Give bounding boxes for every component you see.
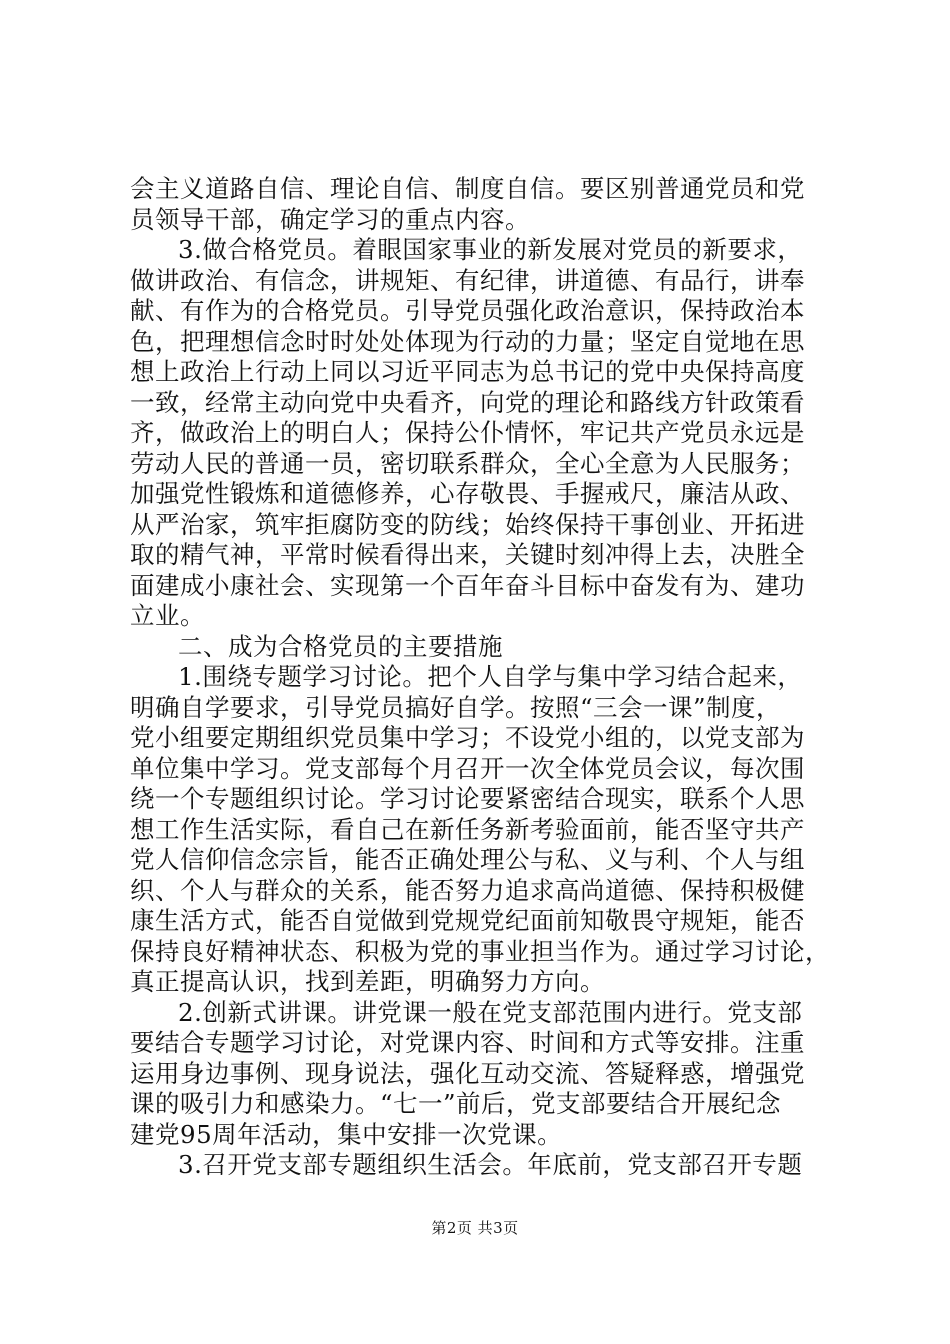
document-body bbox=[130, 174, 836, 1181]
text-line: 绕一个专题组织讨论。学习讨论要紧密结合现实，联系个人思 bbox=[130, 784, 805, 813]
text-line: 面建成小康社会、实现第一个百年奋斗目标中奋发有为、建功 bbox=[130, 570, 805, 600]
text-line: 保持良好精神状态、积极为党的事业担当作为。通过学习讨论， bbox=[130, 936, 830, 966]
text-line: 想工作生活实际，看自己在新任务新考验面前，能否坚守共产 bbox=[130, 814, 805, 844]
text-line: 建党95周年活动，集中安排一次党课。 bbox=[130, 1119, 563, 1149]
text-line: 立业。 bbox=[130, 601, 205, 630]
text-line: 真正提高认识，找到差距，明确努力方向。 bbox=[130, 967, 605, 996]
text-line: 织、个人与群众的关系，能否努力追求高尚道德、保持积极健 bbox=[130, 875, 805, 905]
text-line: 想上政治上行动上同以习近平同志为总书记的党中央保持高度 bbox=[130, 357, 805, 386]
text-line: 要结合专题学习讨论，对党课内容、时间和方式等安排。注重 bbox=[130, 1028, 805, 1057]
text-line: 党小组要定期组织党员集中学习；不设党小组的，以党支部为 bbox=[130, 723, 805, 752]
text-line: 课的吸引力和感染力。“七一”前后，党支部要结合开展纪念 bbox=[130, 1089, 782, 1118]
paragraph-start-line: 1.围绕专题学习讨论。把个人自学与集中学习结合起来， bbox=[178, 662, 803, 691]
text-line: 党人信仰信念宗旨，能否正确处理公与私、义与利、个人与组 bbox=[130, 845, 805, 874]
text-line: 齐，做政治上的明白人；保持公仆情怀，牢记共产党员永远是 bbox=[130, 418, 805, 447]
text-line: 加强党性锻炼和道德修养，心存敬畏、手握戒尺，廉洁从政、 bbox=[130, 479, 805, 508]
text-line: 员领导干部，确定学习的重点内容。 bbox=[130, 204, 530, 234]
section-heading: 二、成为合格党员的主要措施 bbox=[178, 631, 503, 661]
paragraph-start-line: 3.召开党支部专题组织生活会。年底前，党支部召开专题 bbox=[178, 1150, 803, 1179]
page-number-footer: 第2页 共3页 bbox=[431, 1219, 519, 1237]
text-line: 劳动人民的普通一员，密切联系群众，全心全意为人民服务； bbox=[130, 448, 805, 478]
text-line: 运用身边事例、现身说法，强化互动交流、答疑释惑，增强党 bbox=[130, 1058, 805, 1088]
text-line: 做讲政治、有信念，讲规矩、有纪律，讲道德、有品行，讲奉 bbox=[130, 265, 805, 295]
text-line: 色，把理想信念时时处处体现为行动的力量；坚定自觉地在思 bbox=[130, 326, 805, 356]
text-line: 明确自学要求，引导党员搞好自学。按照“三会一课”制度， bbox=[130, 692, 782, 722]
text-line: 会主义道路自信、理论自信、制度自信。要区别普通党员和党 bbox=[130, 174, 805, 203]
text-line: 一致，经常主动向党中央看齐，向党的理论和路线方针政策看 bbox=[130, 387, 805, 417]
text-line: 献、有作为的合格党员。引导党员强化政治意识，保持政治本 bbox=[130, 296, 805, 325]
paragraph-start-line: 2.创新式讲课。讲党课一般在党支部范围内进行。党支部 bbox=[178, 997, 803, 1027]
text-line: 取的精气神，平常时候看得出来，关键时刻冲得上去，决胜全 bbox=[130, 540, 805, 569]
paragraph-start-line: 3.做合格党员。着眼国家事业的新发展对党员的新要求， bbox=[178, 235, 803, 264]
text-line: 康生活方式，能否自觉做到党规党纪面前知敬畏守规矩，能否 bbox=[130, 906, 805, 935]
text-line: 从严治家，筑牢拒腐防变的防线；始终保持干事创业、开拓进 bbox=[130, 509, 805, 539]
text-line: 单位集中学习。党支部每个月召开一次全体党员会议，每次围 bbox=[130, 753, 805, 783]
